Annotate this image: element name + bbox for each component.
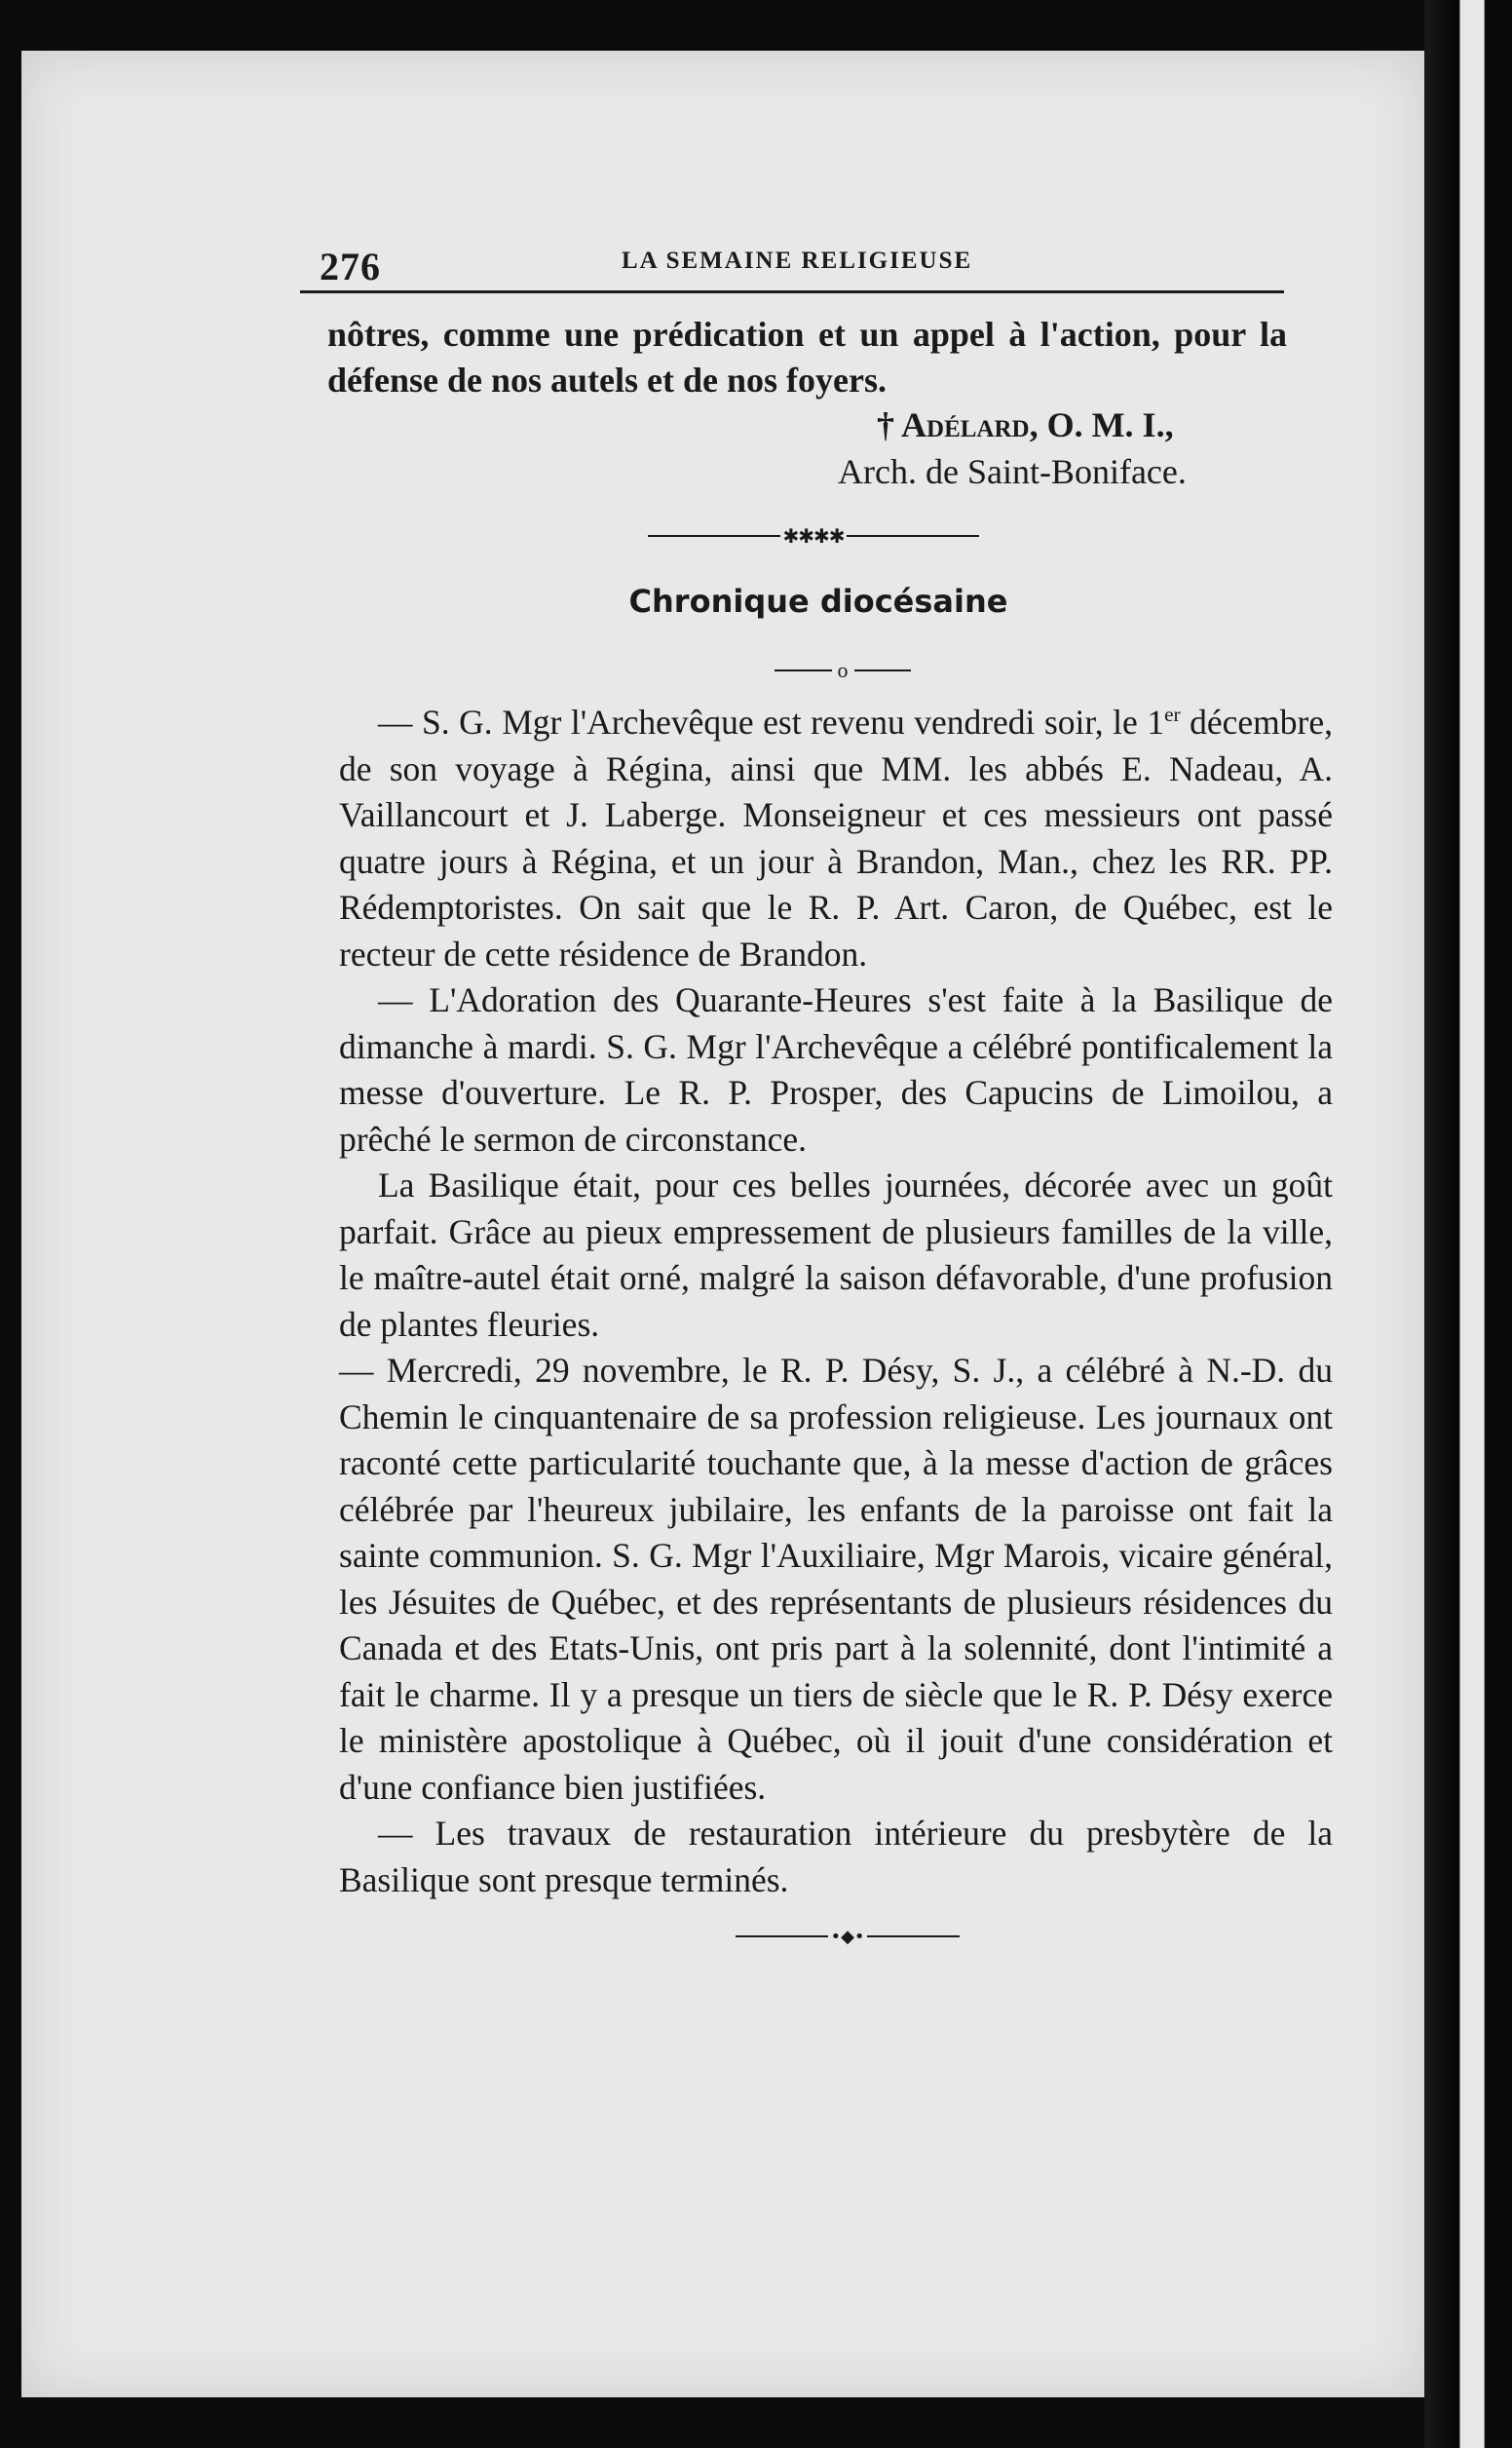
paragraph-archbishop-return	[339, 700, 1333, 977]
paragraph-presbytery: — Les travaux de restauration intérieure du presbytère de la Basilique sont presque terminés.	[339, 1814, 1333, 1899]
divider-stars: ✱✱✱✱	[782, 524, 845, 548]
continuation-paragraph	[327, 312, 1287, 403]
section-sub-ornament	[775, 659, 911, 682]
paragraph-jubilee: — Mercredi, 29 novembre, le R. P. Désy, S. J., a célébré à N.-D. du Chemin le cinquantenaire de sa profession religieuse. Les journaux ont raconté cette particularité touchante que, à la messe d'action de grâces célébrée par l'heureux jubilaire, les enfants de la paroisse ont fait la sainte communion. S. G. Mgr l'Auxiliaire, Mgr Marois, vicaire général, les Jésuites de Québec, et des représentants de plusieurs résidences du Canada et des Etats-Unis, ont pris part à la solennité, dont l'intimité a fait le charme. Il y a presque un tiers de siècle que le R. P. Désy exerce le ministère apostolique à Québec, où il jouit d'une considération et d'une confiance bien justifiées.	[339, 1351, 1333, 1807]
signature-name-text: † Adélard, O. M. I.,	[877, 405, 1174, 444]
section-title: Chronique diocésaine	[628, 583, 1008, 620]
end-line-right	[867, 1935, 960, 1937]
ordinal-superscript: er	[1164, 703, 1181, 727]
chronicle-body	[339, 700, 1333, 1903]
paragraph-1-start: — S. G. Mgr l'Archevêque est revenu vendredi soir, le 1	[378, 703, 1165, 742]
end-ornament	[736, 1925, 960, 1948]
running-head	[300, 232, 1284, 293]
paragraph-forty-hours: — L'Adoration des Quarante-Heures s'est faite à la Basilique de dimanche à mardi. S. G. Mgr l'Archevêque a célébré pontificalement la messe d'ouverture. Le R. P. Prosper, des Capucins de Limoilou, a prêché le sermon de circonstance.	[339, 980, 1333, 1159]
continuation-text: nôtres, comme une prédication et un appel à l'action, pour la défense de nos autels et de nos foyers.	[327, 315, 1287, 400]
signature-block	[838, 402, 1286, 495]
end-ornament-symbol: •◆•	[830, 1926, 865, 1947]
paragraph-1-rest: décembre, de son voyage à Régina, ainsi que MM. les abbés E. Nadeau, A. Vaillancourt et J. Laberge. Monseigneur et ces messieurs ont passé quatre jours à Régina, et un jour à Brandon, Man., chez les RR. PP. Rédemptoristes. On sait que le R. P. Art. Caron, de Québec, est le recteur de cette résidence de Brandon.	[339, 703, 1333, 974]
ornament-line-right	[854, 669, 912, 671]
signature-title: Arch. de Saint-Boniface.	[838, 452, 1187, 491]
ornament-line-left	[775, 669, 832, 671]
divider-line-left	[648, 535, 780, 537]
journal-title: LA SEMAINE RELIGIEUSE	[622, 248, 973, 274]
end-line-left	[736, 1935, 828, 1937]
paragraph-basilica-decoration: La Basilique était, pour ces belles journées, décorée avec un goût parfait. Grâce au pieux empressement de plusieurs familles de la ville, le maître-autel était orné, malgré la saison défavorable, d'une profusion de plantes fleuries.	[339, 1166, 1333, 1344]
page-number: 276	[320, 245, 381, 288]
book-gutter	[1424, 0, 1512, 2448]
signature-name	[838, 402, 1286, 448]
star-divider	[648, 521, 979, 551]
ornament-o: o	[837, 658, 849, 682]
divider-line-right	[847, 535, 979, 537]
